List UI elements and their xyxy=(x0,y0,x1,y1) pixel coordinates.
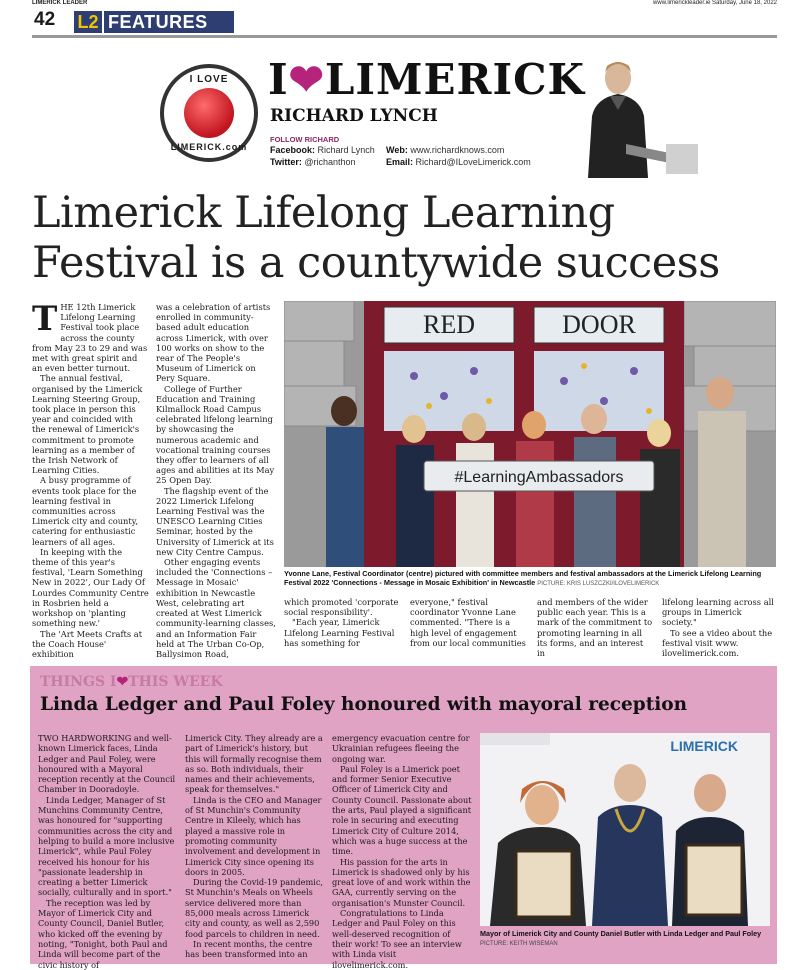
paragraph: TWO HARDWORKING and well-known Limerick faces, Linda Ledger and Paul Foley, were honoured with a Mayoral reception recently at the Council Chamber in Dooradoyle. xyxy=(38,733,176,795)
paragraph: which promoted 'corporate social responsibility'. xyxy=(284,597,399,618)
limerick-logo: LIMERICK xyxy=(670,738,738,754)
paragraph: Linda is the CEO and Manager of St Munchin's Community Centre in Kileely, which has played a massive role in promoting community involvement and development in Limerick City since opening its doors in 2005. xyxy=(185,794,322,877)
kicker-left: THINGS I xyxy=(40,674,117,690)
paragraph: Other engaging events included the 'Connections – Message in Mosaic' exhibition in Newcastle West, celebrating art created at West Limerick community-learning classes, and an Information Fair held at The Urban Co-Op, Ballysimon Road, xyxy=(156,557,276,659)
festival-photo xyxy=(284,301,776,567)
page-header xyxy=(32,9,777,38)
email-value: Richard@ILoveLimerick.com xyxy=(415,157,531,167)
email-line xyxy=(386,157,531,167)
paragraph: HE 12th Limerick Lifelong Learning Festival took place across the county from May 23 to 29 and was met with great spirit and an even better turnout. xyxy=(32,302,148,374)
paragraph: The 'Art Meets Crafts at the Coach House' exhibition xyxy=(32,628,143,659)
feature-column-2 xyxy=(185,733,325,960)
mayoral-reception-photo xyxy=(480,733,770,926)
feature-column-1 xyxy=(38,733,178,970)
paragraph: Linda Ledger, Manager of St Munchins Community Centre, was honoured for "supporting communities across the city and helping to build a more inclusive Limerick", while Paul Foley received his honour for his "passionate leadership in creating a better Limerick socially, culturally and in sport." xyxy=(38,794,175,898)
article-column-2 xyxy=(156,302,276,659)
author-name: RICHARD LYNCH xyxy=(270,106,438,126)
article-column-6 xyxy=(662,597,776,658)
heart-icon xyxy=(184,88,234,138)
facebook-value: Richard Lynch xyxy=(317,145,375,155)
badge-top-text: I LOVE xyxy=(189,74,229,85)
heart-icon: ❤ xyxy=(116,674,129,690)
paragraph: College of Further Education and Training Kilmallock Road Campus celebrated lifelong learning by showcasing the numerous academic and vocational training courses they offer to learners of all ages and abilities at its May 25 Open Day. xyxy=(156,383,275,486)
article-column-4 xyxy=(410,597,528,648)
door-sign: DOOR xyxy=(562,310,636,339)
caption-credit: PICTURE: KEITH WISEMAN xyxy=(480,941,558,947)
paragraph: A busy programme of events took place for the learning festival in communities across Limerick city and county, catering for enthusiastic learners of all ages. xyxy=(32,475,138,547)
caption-credit: PICTURE: KRIS LUSZCZKI/ILOVELIMERICK xyxy=(537,581,660,587)
paragraph: His passion for the arts in Limerick is shadowed only by his great love of and work within the GAA, currently serving on the organisation's Munster Council. xyxy=(332,856,471,908)
masthead-suffix: LIMERICK xyxy=(324,55,586,104)
paragraph: everyone," festival coordinator Yvonne Lane commented. "There is a high level of engagement from our local communities xyxy=(410,597,526,648)
photo-caption xyxy=(284,569,776,589)
facebook-label: Facebook: xyxy=(270,145,316,155)
feature-column-3 xyxy=(332,733,472,970)
dropcap: T xyxy=(32,299,58,339)
heart-icon: ❤ xyxy=(288,55,325,104)
web-line xyxy=(386,145,504,155)
twitter-line xyxy=(270,157,356,167)
twitter-value: @richanthon xyxy=(304,157,356,167)
learning-ambassadors-banner: #LearningAmbassadors xyxy=(454,469,624,486)
paragraph: Congratulations to Linda Ledger and Paul Foley on this well-deserved recognition of their work! To see an interview with Linda visit ilovelimerick.com. xyxy=(332,908,462,970)
section-title: FEATURES xyxy=(104,11,234,33)
paragraph: lifelong learning across all groups in Limerick society." xyxy=(662,597,774,628)
red-sign: RED xyxy=(423,310,475,339)
follow-label: FOLLOW RICHARD xyxy=(270,135,340,144)
paragraph: was a celebration of artists enrolled in community-based adult education across Limerick, with over 100 works on show to the rear of The People's Museum of Limerick on Pery Square. xyxy=(156,302,271,384)
site-and-date: www.limerickleader.ie Saturday, June 18, 2022 xyxy=(653,0,777,6)
feature-headline: Linda Ledger and Paul Foley honoured with mayoral reception xyxy=(40,694,688,715)
facebook-line xyxy=(270,145,375,155)
article-column-3 xyxy=(284,597,400,648)
paper-name: LIMERICK LEADER xyxy=(32,0,88,6)
paragraph: Paul Foley is a Limerick poet and former Senior Executive Officer of Limerick City and County Council. Passionate about the arts, Paul played a significant role in securing and executing Limerick City of Culture 2014, which was a huge success at the time. xyxy=(332,763,472,857)
things-kicker xyxy=(40,674,223,690)
twitter-label: Twitter: xyxy=(270,157,302,167)
paragraph: and members of the wider public each year. This is a mark of the commitment to promoting learning in all its forms, and an interest in xyxy=(537,597,653,659)
article-column-5 xyxy=(537,597,653,658)
paragraph: The reception was led by Mayor of Limerick City and County Council, Daniel Butler, who kicked off the evening by noting, "Tonight, both Paul and Linda will become part of the civic history of xyxy=(38,897,168,970)
web-value: www.richardknows.com xyxy=(410,145,505,155)
badge-bottom-text: LIMERICK.com xyxy=(170,142,248,152)
paragraph: In keeping with the theme of this year's festival, 'Learn Something New in 2022', Our Lady Of Lourdes Community Centre in Rosbrien held a workshop on 'planting something new.' xyxy=(32,546,149,629)
article-headline: Limerick Lifelong Learning Festival is a countywide success xyxy=(32,188,720,288)
author-portrait xyxy=(566,54,698,178)
article-column-1 xyxy=(32,299,149,659)
caption-text: Yvonne Lane, Festival Coordinator (centre) pictured with committee members and festival ambassadors at the Limerick Lifelong Learning Festival 2022 'Connections - Message in Mosaic Exhibition' in Newcastle xyxy=(284,569,762,587)
kicker-right: THIS WEEK xyxy=(128,674,223,690)
mayoral-photo-caption xyxy=(480,929,770,949)
paragraph: In recent months, the centre has been transformed into an xyxy=(185,938,313,960)
web-label: Web: xyxy=(386,145,408,155)
paragraph: Limerick City. They already are a part of Limerick's history, but this will formally recognise them as so. Both individuals, their names and their achievements, speak for themselves." xyxy=(185,733,323,795)
page-number: 42 xyxy=(34,9,56,30)
paragraph: "Each year, Limerick Lifelong Learning Festival has something for xyxy=(284,617,395,648)
paragraph: emergency evacuation centre for Ukrainian refugees fleeing the ongoing war. xyxy=(332,733,470,764)
masthead xyxy=(268,55,586,104)
email-label: Email: xyxy=(386,157,414,167)
top-bar xyxy=(32,0,777,8)
caption-text: Mayor of Limerick City and County Daniel Butler with Linda Ledger and Paul Foley xyxy=(480,929,762,938)
paragraph: The flagship event of the 2022 Limerick Lifelong Learning Festival was the UNESCO Learning Cities Seminar, hosted by the University of Limerick at its new City Centre Campus. xyxy=(156,485,274,557)
section-logo: L2 xyxy=(74,11,102,33)
paragraph: To see a video about the festival visit www. ilovelimerick.com. xyxy=(662,627,773,659)
paragraph: During the Covid-19 pandemic, St Munchin's Meals on Wheels service delivered more than 85,000 meals across Limerick city and county, as well as 2,590 food parcels to children in need. xyxy=(185,877,324,939)
i-love-limerick-badge xyxy=(160,64,258,162)
paragraph: The annual festival, organised by the Limerick Learning Steering Group, took place in person this year and coincided with the renewal of Limerick's commitment to promote learning as a member of the Irish Network of Learning Cities. xyxy=(32,373,143,476)
masthead-prefix: I xyxy=(268,55,289,104)
